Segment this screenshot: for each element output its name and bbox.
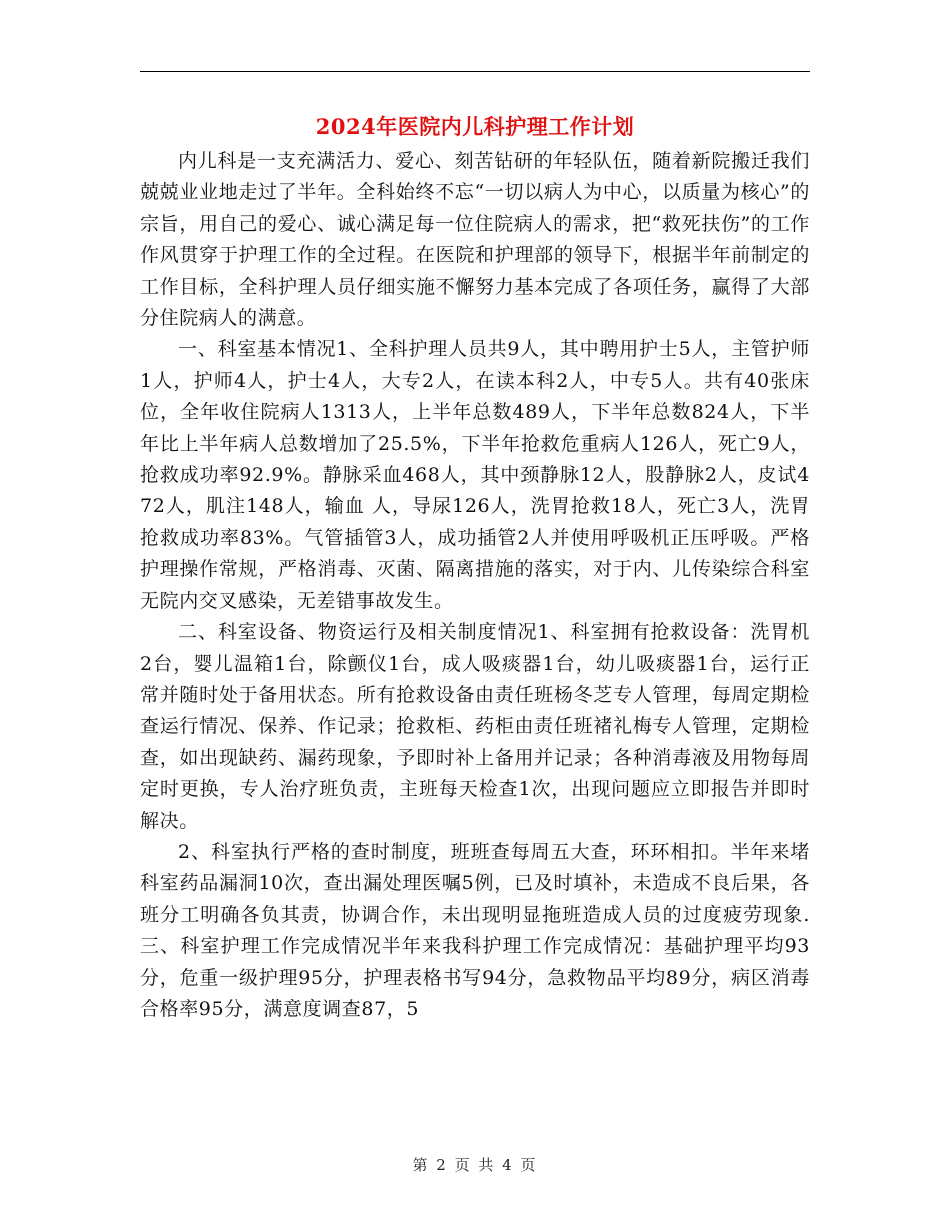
paragraph-intro: 内儿科是一支充满活力、爱心、刻苦钻研的年轻队伍，随着新院搬迁我们兢兢业业地走过了半年。全科始终不忘“一切以病人为中心，以质量为核心”的宗旨，用自己的爱心、诚心满足每一位住院病人的需求，把“救死扶伤”的工作作风贯穿于护理工作的全过程。在医院和护理部的领导下，根据半年前制定的工作目标，全科护理人员仔细实施不懈努力基本完成了各项任务，赢得了大部分住院病人的满意。 <box>140 150 810 330</box>
document-title: 2024年医院内儿科护理工作计划 <box>315 114 635 139</box>
paragraph-section-2-item-2: 2、科室执行严格的查时制度，班班查每周五大查，环环相扣。半年来堵科室药品漏洞10次，查出漏处理医嘱5例，已及时填补，未造成不良后果，各班分工明确各负其责，协调合作，未出现明显拖班造成人员的过度疲劳现象.三、科室护理工作完成情况半年来我科护理工作完成情况：基础护理平均93分，危重一级护理95分，护理表格书写94分，急救物品平均89分，病区消毒合格率95分，满意度调查87，5 <box>140 840 810 1020</box>
paragraph-section-2: 二、科室设备、物资运行及相关制度情况1、科室拥有抢救设备：洗胃机2台，婴儿温箱1台，除颤仪1台，成人吸痰器1台，幼儿吸痰器1台，运行正常并随时处于备用状态。所有抢救设备由责任班杨冬芝专人管理，每周定期检查运行情况、保养、作记录；抢救柜、药柜由责任班褚礼梅专人管理，定期检查，如出现缺药、漏药现象，予即时补上备用并记录；各种消毒液及用物每周定时更换，专人治疗班负责，主班每天检查1次，出现问题应立即报告并即时解决。 <box>140 621 810 832</box>
page-number-footer: 第 2 页 共 4 页 <box>412 1156 538 1174</box>
header-rule <box>140 71 810 72</box>
paragraph-section-1: 一、科室基本情况1、全科护理人员共9人，其中聘用护士5人，主管护师1人，护师4人，护士4人，大专2人，在读本科2人，中专5人。共有40张床位，全年收住院病人1313人，上半年总数489人，下半年总数824人，下半年比上半年病人总数增加了25.5%，下半年抢救危重病人126人，死亡9人，抢救成功率92.9%。静脉采血468人，其中颈静脉12人，股静脉2人，皮试472人，肌注148人，输血 人，导尿126人，洗胃抢救18人，死亡3人，洗胃抢救成功率83%。气管插管3人，成功插管2人并使用呼吸机正压呼吸。严格护理操作常规，严格消毒、灭菌、隔离措施的落实，对于内、儿传染综合科室无院内交叉感染，无差错事故发生。 <box>140 338 810 612</box>
document-body <box>140 146 810 1025</box>
